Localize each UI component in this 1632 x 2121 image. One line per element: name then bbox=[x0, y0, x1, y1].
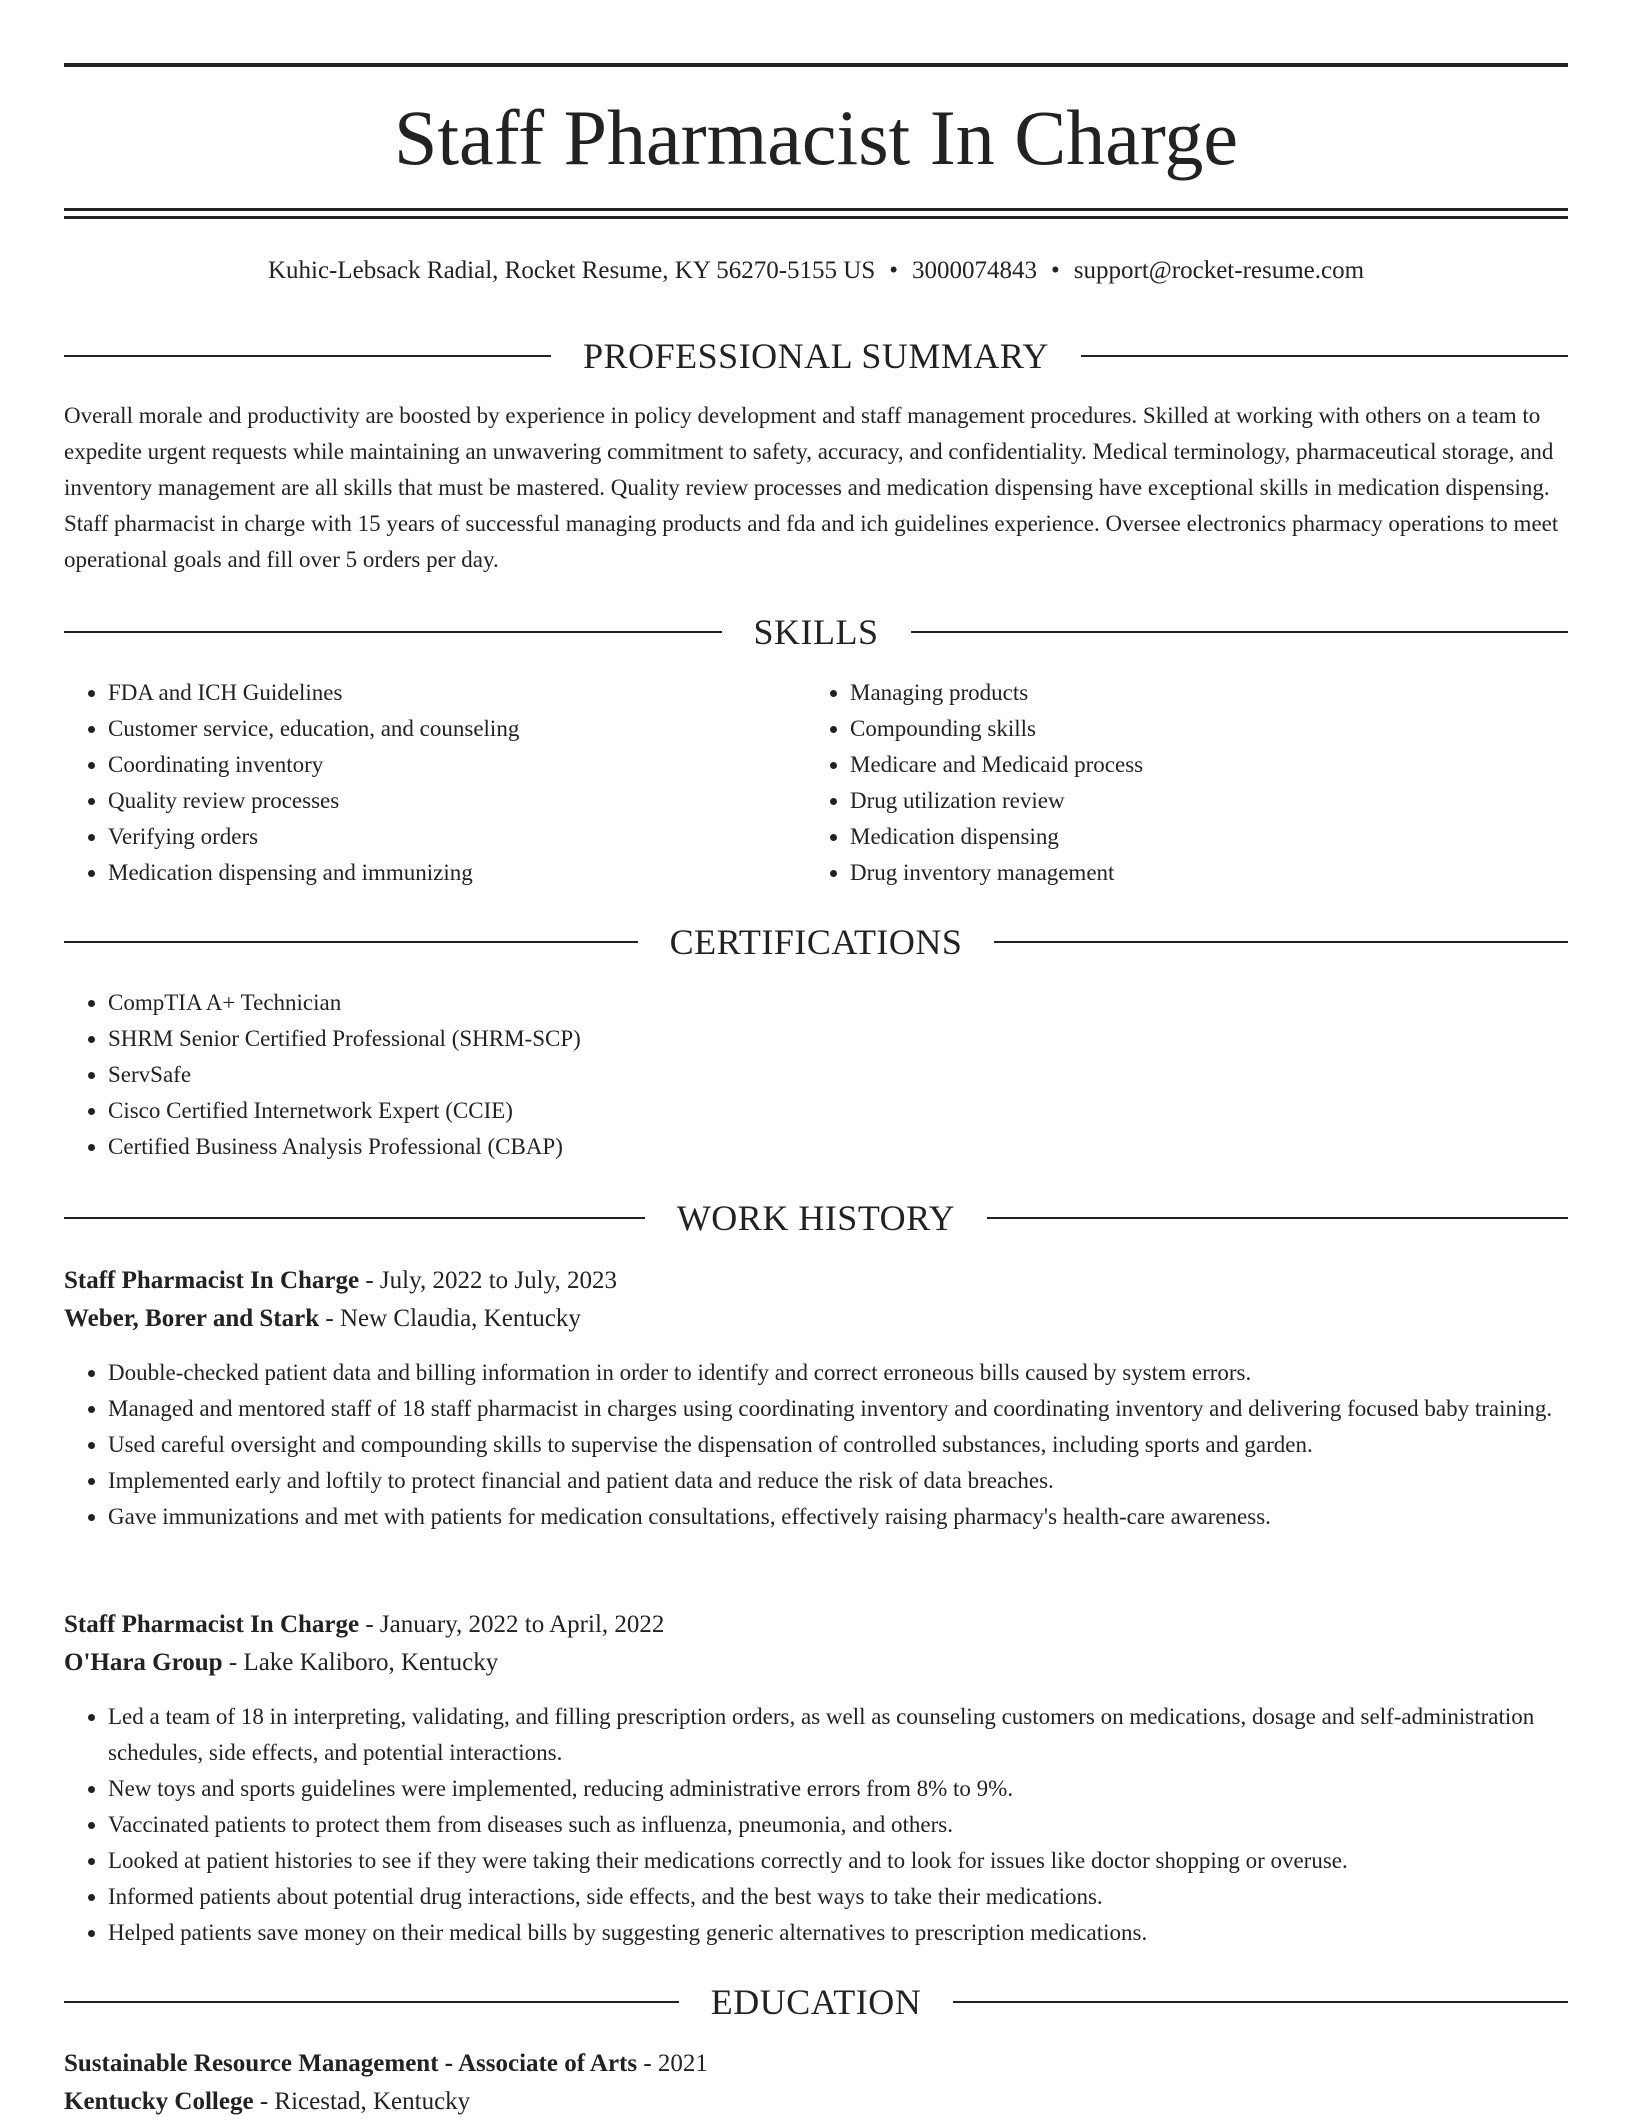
contact-phone: 3000074843 bbox=[912, 257, 1037, 284]
heading-rule bbox=[987, 1217, 1568, 1219]
job-dates: - July, 2022 to July, 2023 bbox=[359, 1267, 617, 1294]
contact-address: Kuhic-Lebsack Radial, Rocket Resume, KY 56270-5155 US bbox=[267, 257, 876, 284]
contact-separator: • bbox=[1051, 257, 1060, 284]
section-title: EDUCATION bbox=[710, 1982, 922, 2022]
heading-rule bbox=[994, 941, 1568, 943]
skill-item: • Medicare and Medicaid process bbox=[850, 747, 1506, 783]
job-bullet: • Double-checked patient data and billing information in order to identify and correct erroneous bills caused by system errors. bbox=[108, 1355, 1568, 1391]
header-double-rule-upper bbox=[64, 208, 1568, 211]
job-company: O'Hara Group bbox=[64, 1649, 223, 1676]
job-bullet-list bbox=[64, 1355, 1568, 1535]
job-bullet: • Looked at patient histories to see if they were taking their medications correctly and to look for issues like doctor shopping or overuse. bbox=[108, 1843, 1568, 1879]
job-bullet: • Gave immunizations and met with patients for medication consultations, effectively raising pharmacy's health-care awareness. bbox=[108, 1499, 1568, 1535]
heading-rule bbox=[64, 2001, 679, 2003]
job-bullet: • Informed patients about potential drug interactions, side effects, and the best ways to take their medications. bbox=[108, 1879, 1568, 1915]
section-heading-education bbox=[64, 1980, 1568, 2024]
certification-item: • Certified Business Analysis Professional (CBAP) bbox=[108, 1129, 1568, 1165]
heading-rule bbox=[953, 2001, 1568, 2003]
skill-item: • Compounding skills bbox=[850, 711, 1506, 747]
job-title: Staff Pharmacist In Charge bbox=[64, 1267, 360, 1294]
education-degree-line bbox=[64, 2045, 1568, 2083]
certification-item: • SHRM Senior Certified Professional (SHRM-SCP) bbox=[108, 1021, 1568, 1057]
heading-rule bbox=[64, 941, 638, 943]
page-title: Staff Pharmacist In Charge bbox=[393, 94, 1239, 181]
education-school: Kentucky College bbox=[64, 2088, 254, 2115]
contact-email: support@rocket-resume.com bbox=[1073, 257, 1365, 284]
section-title: WORK HISTORY bbox=[676, 1198, 956, 1238]
skill-item: • Drug inventory management bbox=[850, 855, 1506, 891]
skill-item: • Drug utilization review bbox=[850, 783, 1506, 819]
skill-item: • Quality review processes bbox=[108, 783, 764, 819]
job-bullet: • Managed and mentored staff of 18 staff pharmacist in charges using coordinating inventory and coordinating inventory and delivering focused baby training. bbox=[108, 1391, 1568, 1427]
certification-item: • Cisco Certified Internetwork Expert (CCIE) bbox=[108, 1093, 1568, 1129]
summary-text: Overall morale and productivity are boosted by experience in policy development and staff management procedures. Skilled at working with others on a team to expedite urgent requests while maintaining an unwavering commitment to safety, accuracy, and confidentiality. Medical terminology, pharmaceutical storage, and inventory management are all skills that must be mastered. Quality review processes and medication dispensing have exceptional skills in medication dispensing. Staff pharmacist in charge with 15 years of successful managing products and fda and ich guidelines experience. Oversee electronics pharmacy operations to meet operational goals and fill over 5 orders per day. bbox=[64, 403, 1559, 572]
skill-item: • Coordinating inventory bbox=[108, 747, 764, 783]
job-company-line bbox=[64, 1300, 1568, 1338]
skill-item: • Verifying orders bbox=[108, 819, 764, 855]
skill-item: • FDA and ICH Guidelines bbox=[108, 675, 764, 711]
job-company-line bbox=[64, 1644, 1568, 1682]
job-location: - Lake Kaliboro, Kentucky bbox=[222, 1649, 499, 1676]
job-company: Weber, Borer and Stark bbox=[64, 1305, 320, 1332]
heading-rule bbox=[1081, 355, 1568, 357]
skill-item: • Medication dispensing and immunizing bbox=[108, 855, 764, 891]
skills-list-left bbox=[64, 675, 764, 891]
certification-item: • ServSafe bbox=[108, 1057, 1568, 1093]
certification-item: • CompTIA A+ Technician bbox=[108, 985, 1568, 1021]
skills-list-right bbox=[806, 675, 1506, 891]
skill-item: • Customer service, education, and counseling bbox=[108, 711, 764, 747]
job-dates: - January, 2022 to April, 2022 bbox=[359, 1611, 665, 1638]
job-bullet: • Helped patients save money on their medical bills by suggesting generic alternatives to prescription medications. bbox=[108, 1915, 1568, 1951]
education-location: - Ricestad, Kentucky bbox=[253, 2088, 471, 2115]
section-heading-skills bbox=[64, 610, 1568, 654]
job-title: Staff Pharmacist In Charge bbox=[64, 1611, 360, 1638]
section-heading-work-history bbox=[64, 1196, 1568, 1240]
job-title-line bbox=[64, 1262, 1568, 1300]
contact-line bbox=[64, 254, 1568, 288]
education-school-line bbox=[64, 2083, 1568, 2121]
section-title: SKILLS bbox=[753, 612, 879, 652]
job-bullet: • Implemented early and loftily to protect financial and patient data and reduce the risk of data breaches. bbox=[108, 1463, 1568, 1499]
job-bullet: • New toys and sports guidelines were implemented, reducing administrative errors from 8% to 9%. bbox=[108, 1771, 1568, 1807]
header-top-rule bbox=[64, 63, 1568, 67]
job-bullet-list bbox=[64, 1699, 1568, 1951]
heading-rule bbox=[64, 631, 722, 633]
job-bullet: • Led a team of 18 in interpreting, validating, and filling prescription orders, as well as counseling customers on medications, dosage and self-administration schedules, side effects, and potential interactions. bbox=[108, 1699, 1568, 1771]
job-bullet: • Used careful oversight and compounding skills to supervise the dispensation of controlled substances, including sports and garden. bbox=[108, 1427, 1568, 1463]
contact-separator: • bbox=[889, 257, 898, 284]
job-location: - New Claudia, Kentucky bbox=[319, 1305, 581, 1332]
education-degree: Sustainable Resource Management - Associate of Arts bbox=[64, 2050, 638, 2077]
header-double-rule-lower bbox=[64, 216, 1568, 219]
section-title: PROFESSIONAL SUMMARY bbox=[583, 336, 1049, 376]
job-bullet: • Vaccinated patients to protect them from diseases such as influenza, pneumonia, and others. bbox=[108, 1807, 1568, 1843]
certifications-list bbox=[64, 985, 1568, 1165]
section-title: CERTIFICATIONS bbox=[669, 922, 963, 962]
section-heading-summary bbox=[64, 334, 1568, 378]
job-title-line bbox=[64, 1606, 1568, 1644]
education-year: - 2021 bbox=[637, 2050, 708, 2077]
skill-item: • Medication dispensing bbox=[850, 819, 1506, 855]
section-heading-certifications bbox=[64, 920, 1568, 964]
heading-rule bbox=[64, 1217, 645, 1219]
heading-rule bbox=[64, 355, 551, 357]
skill-item: • Managing products bbox=[850, 675, 1506, 711]
heading-rule bbox=[911, 631, 1569, 633]
